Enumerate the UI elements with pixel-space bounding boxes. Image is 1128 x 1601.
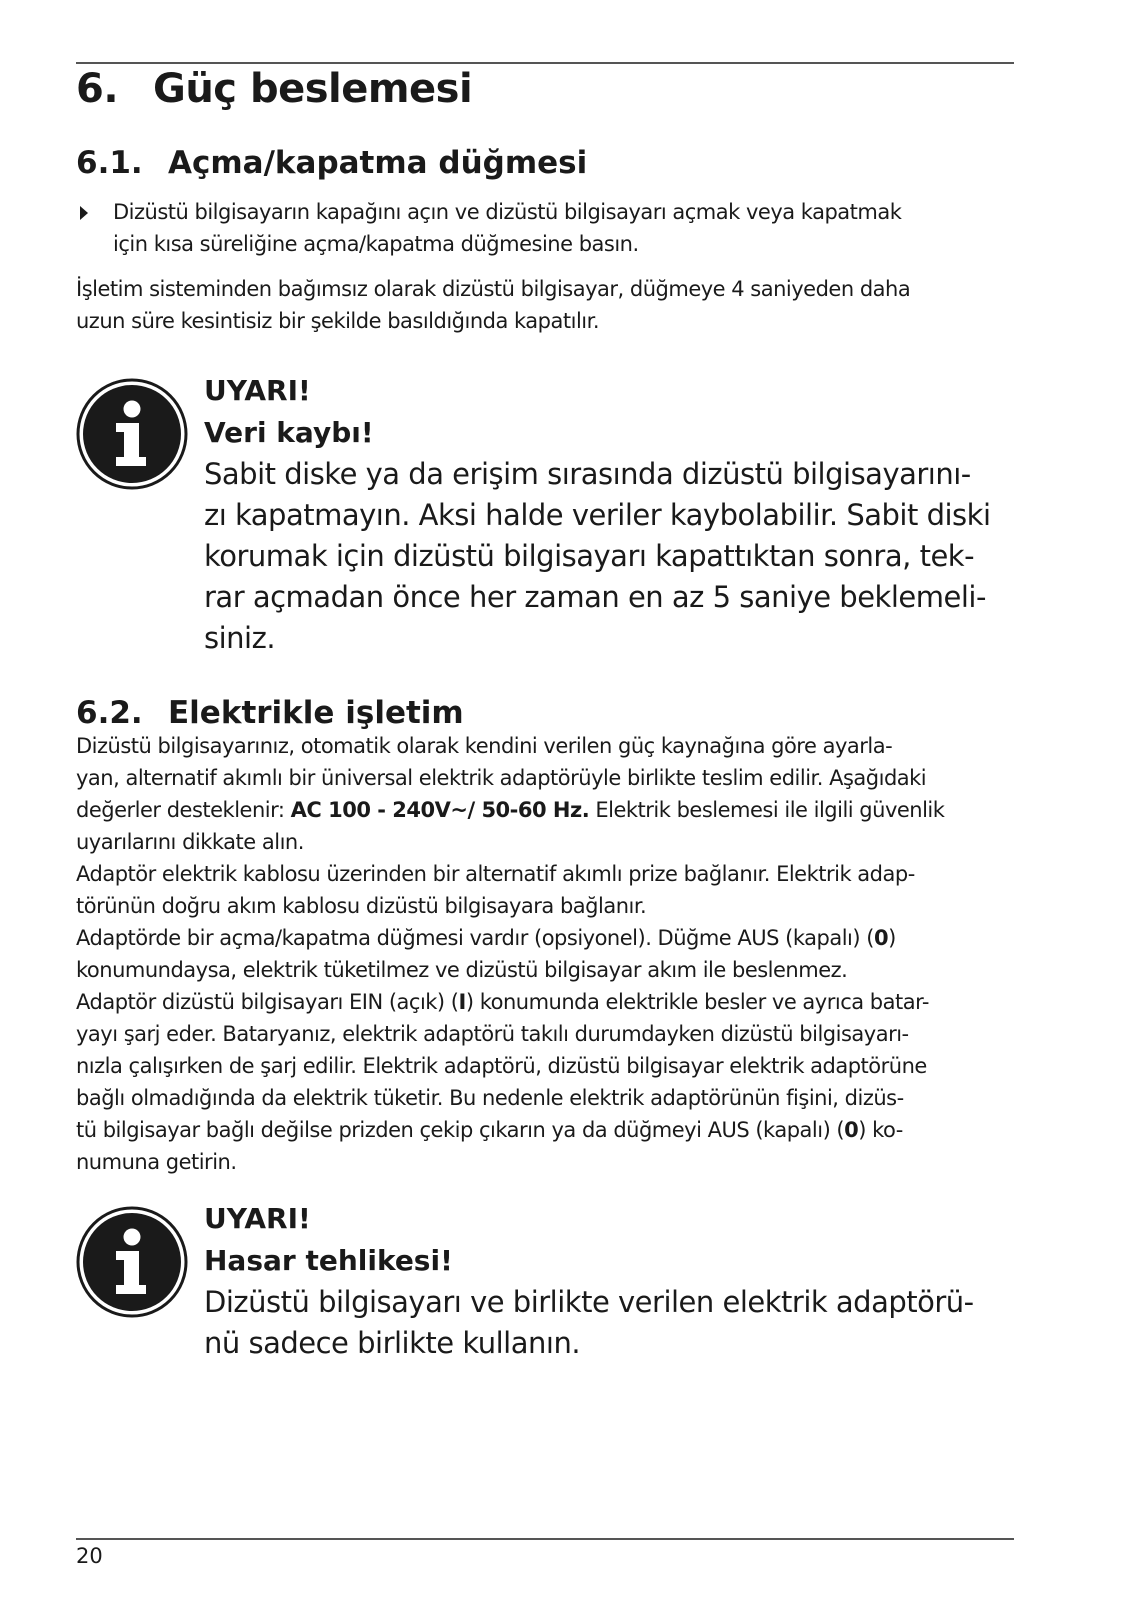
switch-symbol: 0 <box>873 926 889 950</box>
paragraph-line: Adaptör elektrik kablosu üzerinden bir alternatif akımlı prize bağlanır. Elektrik adap- <box>76 862 915 886</box>
warning-notice-data-loss <box>76 370 1026 659</box>
text-run: Elektrik beslemesi ile ilgili güvenlik <box>589 798 945 822</box>
paragraph-line: nızla çalışırken de şarj edilir. Elektrik adaptörü, dizüstü bilgisayar elektrik adaptörüne <box>76 1054 927 1078</box>
text-run: Adaptör dizüstü bilgisayarı EIN (açık) ( <box>76 990 459 1014</box>
text-run: tü bilgisayar bağlı değilse prizden çekip çıkarın ya da düğmeyi AUS (kapalı) ( <box>76 1118 845 1142</box>
paragraph-shutdown <box>76 273 1026 337</box>
warning-line: zı kapatmayın. Aksi halde veriler kaybolabilir. Sabit diski <box>204 498 991 532</box>
switch-symbol: I <box>458 990 466 1014</box>
warning-message <box>204 454 1004 659</box>
warning-line: nü sadece birlikte kullanın. <box>204 1326 581 1360</box>
warning-line: siniz. <box>204 621 276 655</box>
warning-subject: Hasar tehlikesi! <box>204 1244 453 1277</box>
text-run: ) ko- <box>858 1118 903 1142</box>
bullet-arrow-icon <box>80 206 88 220</box>
bullet-line: Dizüstü bilgisayarın kapağını açın ve dizüstü bilgisayarı açmak veya kapatmak <box>113 200 902 224</box>
bullet-line: için kısa süreliğine açma/kapatma düğmesine basın. <box>113 232 639 256</box>
instruction-bullet <box>76 196 1016 260</box>
switch-symbol: 0 <box>844 1118 859 1142</box>
text-run: değerler desteklenir: <box>76 798 291 822</box>
paragraph-line: uzun süre kesintisiz bir şekilde basıldığında kapatılır. <box>76 309 599 333</box>
paragraph-line: bağlı olmadığında da elektrik tüketir. Bu nedenle elektrik adaptörünün fişini, dizüs- <box>76 1086 904 1110</box>
text-run: ) konumunda elektrikle besler ve ayrıca batar- <box>465 990 929 1014</box>
paragraph-line: yan, alternatif akımlı bir üniversal elektrik adaptörüyle birlikte teslim edilir. Aşağıdaki <box>76 766 927 790</box>
warning-line: korumak için dizüstü bilgisayarı kapattıktan sonra, tek- <box>204 539 975 573</box>
subsection-title: Elektrikle işletim <box>168 695 464 731</box>
warning-label: UYARI! <box>204 374 311 407</box>
paragraph-line <box>76 1114 1026 1146</box>
subsection-heading-6-1 <box>76 145 587 181</box>
bottom-rule <box>76 1538 1014 1540</box>
warning-line: Sabit diske ya da erişim sırasında dizüstü bilgisayarını- <box>204 457 971 491</box>
top-rule <box>76 62 1014 64</box>
paragraph-line: numuna getirin. <box>76 1150 237 1174</box>
paragraph-power-operation <box>76 730 1026 1178</box>
text-run: ) <box>888 926 896 950</box>
page-number: 20 <box>76 1544 103 1568</box>
voltage-spec: AC 100 - 240V~/ 50-60 Hz. <box>290 798 590 822</box>
warning-message <box>204 1282 1004 1364</box>
paragraph-line: yayı şarj eder. Bataryanız, elektrik adaptörü takılı durumdayken dizüstü bilgisayarı- <box>76 1022 909 1046</box>
section-title: Güç beslemesi <box>153 66 473 112</box>
paragraph-line: Dizüstü bilgisayarınız, otomatik olarak kendini verilen güç kaynağına göre ayarla- <box>76 734 893 758</box>
paragraph-line <box>76 922 1026 954</box>
paragraph-line: İşletim sisteminden bağımsız olarak dizüstü bilgisayar, düğmeye 4 saniyeden daha <box>76 277 911 301</box>
paragraph-line: konumundaysa, elektrik tüketilmez ve dizüstü bilgisayar akım ile beslenmez. <box>76 958 848 982</box>
paragraph-line: törünün doğru akım kablosu dizüstü bilgisayara bağlanır. <box>76 894 647 918</box>
warning-subject: Veri kaybı! <box>204 416 374 449</box>
info-icon <box>76 1206 188 1318</box>
subsection-title: Açma/kapatma düğmesi <box>168 145 588 181</box>
subsection-heading-6-2 <box>76 695 464 731</box>
section-number: 6. <box>76 66 119 112</box>
paragraph-line <box>76 794 1026 826</box>
paragraph-line <box>76 986 1026 1018</box>
subsection-number: 6.2. <box>76 695 143 731</box>
warning-line: Dizüstü bilgisayarı ve birlikte verilen elektrik adaptörü- <box>204 1285 974 1319</box>
warning-line: rar açmadan önce her zaman en az 5 saniye beklemeli- <box>204 580 986 614</box>
warning-notice-damage <box>76 1198 1026 1364</box>
warning-label: UYARI! <box>204 1202 311 1235</box>
subsection-number: 6.1. <box>76 145 143 181</box>
text-run: Adaptörde bir açma/kapatma düğmesi vardır (opsiyonel). Düğme AUS (kapalı) ( <box>76 926 874 950</box>
section-heading <box>76 66 472 112</box>
paragraph-line: uyarılarını dikkate alın. <box>76 830 304 854</box>
info-icon <box>76 378 188 490</box>
